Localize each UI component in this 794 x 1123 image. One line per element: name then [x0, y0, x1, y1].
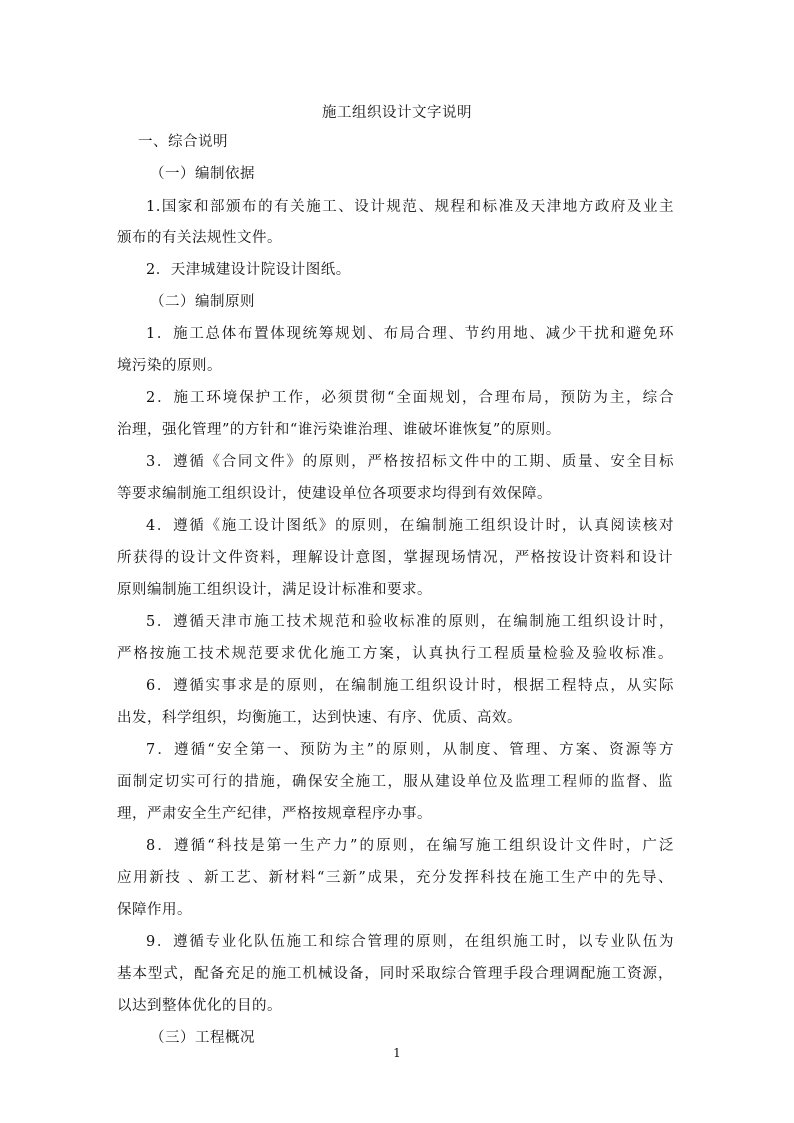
- paragraph-line: 面制定切实可行的措施，确保安全施工，服从建设单位及监理工程师的监督、监: [117, 774, 673, 790]
- paragraph-line: 1．施工总体布置体现统筹规划、布局合理、节约用地、减少干扰和避免环: [146, 326, 674, 342]
- paragraph-line: 治理，强化管理”的方针和“谁污染谁治理、谁破坏谁恢复”的原则。: [117, 422, 561, 438]
- paragraph-line: 3．遵循《合同文件》的原则，严格按招标文件中的工期、质量、安全目标: [146, 454, 674, 470]
- paragraph-line: 严格按施工技术规范要求优化施工方案，认真执行工程质量检验及验收标准。: [117, 646, 673, 662]
- paragraph-line: 4．遵循《施工设计图纸》的原则，在编制施工组织设计时，认真阅读核对: [146, 518, 674, 534]
- paragraph-line: 9．遵循专业化队伍施工和综合管理的原则，在组织施工时，以专业队伍为: [146, 934, 674, 950]
- subsection-heading-basis: （一）编制依据: [150, 166, 255, 182]
- paragraph-line: 7．遵循“安全第一、预防为主”的原则，从制度、管理、方案、资源等方: [146, 742, 674, 758]
- paragraph-line: 2．施工环境保护工作，必须贯彻“全面规划，合理布局，预防为主，综合: [146, 390, 674, 406]
- subsection-heading-overview: （三）工程概况: [150, 1030, 255, 1046]
- paragraph-line: 原则编制施工组织设计，满足设计标准和要求。: [117, 582, 432, 598]
- paragraph-line: 以达到整体优化的目的。: [117, 998, 282, 1014]
- paragraph-line: 出发，科学组织，均衡施工，达到快速、有序、优质、高效。: [117, 710, 522, 726]
- paragraph-line: 保障作用。: [117, 902, 192, 918]
- paragraph-line: 2．天津城建设计院设计图纸。: [146, 262, 351, 278]
- paragraph-line: 应用新技 、新工艺、新材料“三新”成果，充分发挥科技在施工生产中的先导、: [117, 870, 673, 886]
- paragraph-line: 1.国家和部颁布的有关施工、设计规范、规程和标准及天津地方政府及业主: [146, 199, 674, 215]
- paragraph-line: 5．遵循天津市施工技术规范和验收标准的原则，在编制施工组织设计时，: [146, 614, 674, 630]
- document-title: 施工组织设计文字说明: [322, 105, 472, 121]
- paragraph-line: 境污染的原则。: [117, 358, 222, 374]
- subsection-heading-principles: （二）编制原则: [150, 294, 255, 310]
- paragraph-line: 6．遵循实事求是的原则，在编制施工组织设计时，根据工程特点，从实际: [146, 678, 674, 694]
- paragraph-line: 颁布的有关法规性文件。: [117, 230, 282, 246]
- section-heading-general: 一、综合说明: [138, 134, 228, 150]
- paragraph-line: 理，严肃安全生产纪律，严格按规章程序办事。: [117, 806, 432, 822]
- page-number: 1: [393, 1046, 401, 1060]
- paragraph-line: 所获得的设计文件资料，理解设计意图，掌握现场情况，严格按设计资料和设计: [117, 550, 673, 566]
- paragraph-line: 8．遵循“科技是第一生产力”的原则，在编写施工组织设计文件时，广泛: [146, 838, 674, 854]
- paragraph-line: 基本型式，配备充足的施工机械设备，同时采取综合管理手段合理调配施工资源，: [117, 966, 673, 982]
- paragraph-line: 等要求编制施工组织设计，使建设单位各项要求均得到有效保障。: [117, 486, 552, 502]
